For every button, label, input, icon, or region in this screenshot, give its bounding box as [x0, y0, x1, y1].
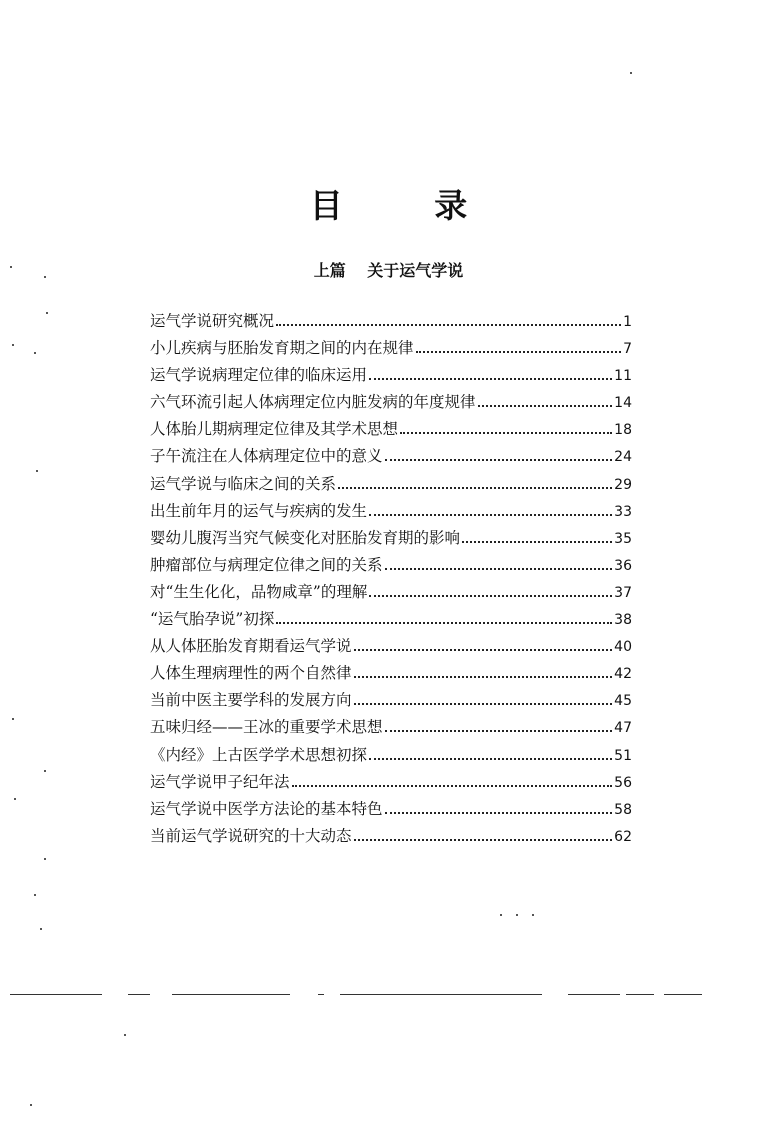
toc-dot-leader: [385, 812, 613, 814]
toc-entry-title: 人体生理病理性的两个自然律: [150, 664, 352, 683]
toc-dot-leader: [354, 649, 613, 651]
toc-entry[interactable]: [150, 743, 632, 770]
scan-speck: [36, 470, 38, 472]
scan-speck: [44, 770, 46, 772]
toc-entry-title: 小儿疾病与胚胎发育期之间的内在规律: [150, 339, 414, 358]
toc-page-number: 11: [614, 368, 632, 385]
scan-speck: [14, 798, 16, 800]
toc-dot-leader: [276, 622, 612, 624]
scan-speck: [44, 858, 46, 860]
toc-entry-title: 当前中医主要学科的发展方向: [150, 691, 352, 710]
scan-speck: [10, 266, 12, 268]
toc-entry-title: 运气学说甲子纪年法: [150, 772, 290, 791]
toc-entry[interactable]: [150, 526, 632, 553]
scan-rule-segment: [626, 994, 654, 995]
part-heading: [0, 258, 777, 281]
scan-speck: [12, 718, 14, 720]
toc-entry-title: 人体胎儿期病理定位律及其学术思想: [150, 420, 399, 439]
toc-entry[interactable]: [150, 770, 632, 797]
scan-speck: [34, 894, 36, 896]
toc-dot-leader: [385, 730, 613, 732]
toc-entry-title: 运气学说病理定位律的临床运用: [150, 366, 368, 385]
scan-speck: [46, 312, 48, 314]
toc-page-number: 42: [614, 666, 632, 683]
toc-page-number: 18: [614, 422, 632, 439]
toc-page-number: 40: [614, 639, 632, 656]
toc-dot-leader: [385, 568, 613, 570]
toc-entry-title: 运气学说与临床之间的关系: [150, 474, 337, 493]
toc-page-number: 33: [614, 503, 632, 520]
toc-entry[interactable]: [150, 607, 632, 634]
toc-page-number: 56: [614, 774, 632, 791]
toc-entry[interactable]: [150, 309, 632, 336]
toc-entry-title: 《内经》上古医学学术思想初探: [150, 745, 368, 764]
toc-entry[interactable]: [150, 688, 632, 715]
toc-entry-title: 五味归经——王冰的重要学术思想: [150, 718, 383, 737]
scan-speck: [34, 352, 36, 354]
toc-entry[interactable]: [150, 336, 632, 363]
toc-page-number: 7: [623, 341, 632, 358]
toc-entry[interactable]: [150, 824, 632, 851]
scan-rule-segment: [10, 994, 102, 995]
scan-speck: [30, 1104, 32, 1106]
toc-dot-leader: [462, 541, 612, 543]
toc-dot-leader: [369, 514, 612, 516]
toc-dot-leader: [354, 676, 613, 678]
toc-dot-leader: [478, 405, 613, 407]
toc-page-number: 1: [623, 314, 632, 330]
toc-page-number: 36: [614, 557, 632, 574]
scan-speck: [630, 72, 632, 74]
toc-entry-title: 运气学说中医学方法论的基本特色: [150, 799, 383, 818]
toc-entry-title: 子午流注在人体病理定位中的意义: [150, 447, 383, 466]
toc-entry-title: 对“生生化化，品物咸章”的理解: [150, 582, 368, 601]
toc-page-number: 24: [614, 449, 632, 466]
scan-rule-segment: [318, 994, 324, 995]
toc-dot-leader: [400, 432, 612, 434]
scan-rule-segment: [664, 994, 702, 995]
toc-entry-title: 六气环流引起人体病理定位内脏发病的年度规律: [150, 393, 476, 412]
toc-page-number: 62: [614, 828, 632, 845]
toc-entry-title: 肿瘤部位与病理定位律之间的关系: [150, 555, 383, 574]
toc-page-number: 14: [614, 395, 632, 412]
scan-rule-segment: [340, 994, 542, 995]
scan-rule-segment: [128, 994, 150, 995]
toc-entry[interactable]: [150, 661, 632, 688]
toc-entry[interactable]: [150, 797, 632, 824]
toc-dot-leader: [354, 839, 613, 841]
toc-dot-leader: [369, 758, 612, 760]
toc-entry[interactable]: [150, 499, 632, 526]
table-of-contents: [150, 309, 632, 851]
toc-entry-title: 出生前年月的运气与疾病的发生: [150, 501, 368, 520]
scan-rule-segment: [568, 994, 620, 995]
toc-dot-leader: [416, 351, 622, 353]
toc-entry[interactable]: [150, 363, 632, 390]
toc-entry[interactable]: [150, 472, 632, 499]
toc-dot-leader: [354, 703, 613, 705]
toc-dot-leader: [292, 785, 613, 787]
part-label: 上篇: [313, 261, 346, 280]
scan-speck: [44, 276, 46, 278]
toc-page-number: 29: [614, 476, 632, 493]
toc-entry-title: 运气学说研究概况: [150, 312, 275, 330]
toc-dot-leader: [385, 459, 613, 461]
toc-entry[interactable]: [150, 390, 632, 417]
toc-entry[interactable]: [150, 444, 632, 471]
toc-entry-title: 当前运气学说研究的十大动态: [150, 826, 352, 845]
toc-entry[interactable]: [150, 417, 632, 444]
part-name: 关于运气学说: [367, 261, 464, 280]
toc-dot-leader: [338, 487, 612, 489]
toc-page-number: 35: [614, 530, 632, 547]
toc-page-number: 58: [614, 801, 632, 818]
scan-speck: [532, 914, 534, 916]
toc-entry-title: “运气胎孕说”初探: [150, 610, 275, 629]
scan-speck: [40, 928, 42, 930]
toc-dot-leader: [369, 595, 612, 597]
toc-page-number: 47: [614, 720, 632, 737]
toc-page-number: 45: [614, 693, 632, 710]
toc-entry-title: 从人体胚胎发育期看运气学说: [150, 637, 352, 656]
toc-page-number: 37: [614, 584, 632, 601]
scan-speck: [500, 914, 502, 916]
scan-speck: [124, 1034, 126, 1036]
toc-entry[interactable]: [150, 634, 632, 661]
toc-dot-leader: [276, 324, 621, 326]
scan-speck: [516, 914, 518, 916]
page-title: 目 录: [309, 186, 508, 225]
toc-page-number: 51: [614, 747, 632, 764]
scan-rule-segment: [172, 994, 290, 995]
toc-entry[interactable]: [150, 580, 632, 607]
toc-dot-leader: [369, 378, 612, 380]
toc-entry-title: 婴幼儿腹泻当究气候变化对胚胎发育期的影响: [150, 528, 461, 547]
toc-entry[interactable]: [150, 553, 632, 580]
scan-speck: [12, 344, 14, 346]
toc-entry[interactable]: [150, 715, 632, 742]
toc-page-number: 38: [614, 612, 632, 629]
